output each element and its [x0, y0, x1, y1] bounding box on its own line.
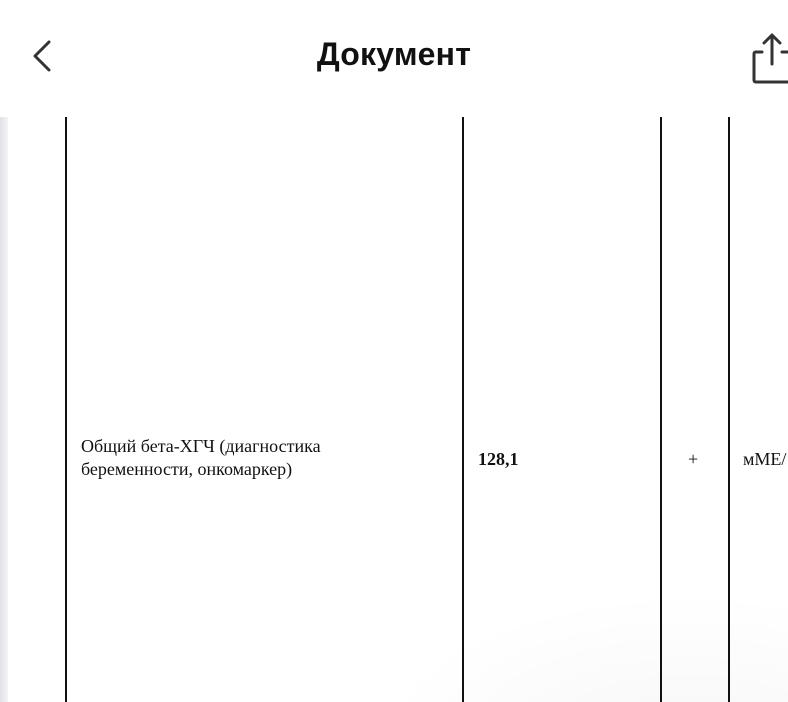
table-border-divider: [728, 117, 730, 702]
share-icon: [748, 30, 788, 86]
share-button[interactable]: [748, 30, 788, 86]
page-edge: [0, 117, 8, 702]
document-page: [8, 117, 788, 702]
result-flag-cell: +: [688, 449, 699, 469]
table-border-divider: [660, 117, 662, 702]
table-border-divider: [462, 117, 464, 702]
unit-cell: мМЕ/: [743, 449, 787, 469]
test-name-cell: [81, 435, 321, 481]
table-border-left: [65, 117, 67, 702]
page-title: Документ: [316, 36, 472, 72]
document-content[interactable]: [0, 117, 788, 702]
test-name-line: Общий бета-ХГЧ (диагностика: [81, 436, 321, 456]
page-shadow: [338, 577, 788, 702]
navigation-bar: [0, 0, 788, 117]
result-value-cell: 128,1: [478, 449, 519, 469]
test-name-line: беременности, онкомаркер): [81, 459, 293, 479]
